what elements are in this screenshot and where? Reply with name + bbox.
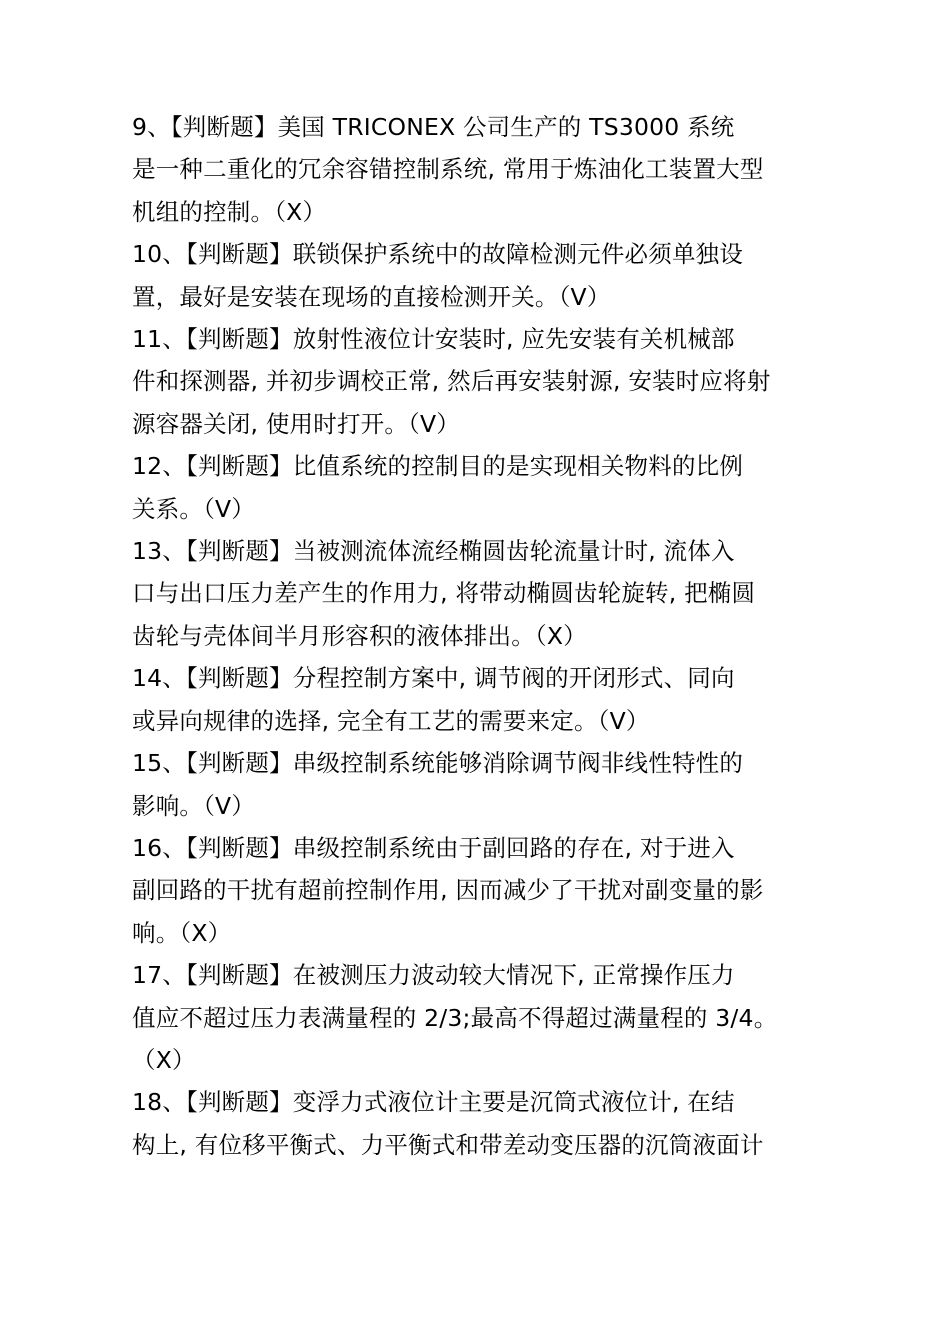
document-line: 14、【判断题】分程控制方案中, 调节阀的开闭形式、同向	[132, 664, 735, 693]
document-line: 口与出口压力差产生的作用力, 将带动椭圆齿轮旋转, 把椭圆	[132, 579, 756, 608]
document-line: 件和探测器, 并初步调校正常, 然后再安装射源, 安装时应将射	[132, 367, 771, 396]
document-line: 影响。（V）	[132, 791, 256, 820]
document-line: 17、【判断题】在被测压力波动较大情况下, 正常操作压力	[132, 961, 735, 990]
document-line: 或异向规律的选择, 完全有工艺的需要来定。（V）	[132, 706, 650, 735]
document-body	[132, 106, 832, 1166]
document-line: 是一种二重化的冗余容错控制系统, 常用于炼油化工装置大型	[132, 155, 764, 184]
document-line: 13、【判断题】当被测流体流经椭圆齿轮流量计时, 流体入	[132, 537, 735, 566]
document-line: 齿轮与壳体间半月形容积的液体排出。（X）	[132, 621, 587, 650]
document-line: 机组的控制。（X）	[132, 197, 327, 226]
document-line: 副回路的干扰有超前控制作用, 因而减少了干扰对副变量的影	[132, 876, 764, 905]
document-line: 16、【判断题】串级控制系统由于副回路的存在, 对于进入	[132, 833, 735, 862]
document-line: 12、【判断题】比值系统的控制目的是实现相关物料的比例	[132, 452, 744, 481]
document-line: 10、【判断题】联锁保护系统中的故障检测元件必须单独设	[132, 240, 744, 269]
document-line: 11、【判断题】放射性液位计安装时, 应先安装有关机械部	[132, 325, 735, 354]
document-line: 9、【判断题】美国 TRICONEX 公司生产的 TS3000 系统	[132, 113, 735, 141]
document-line: 源容器关闭, 使用时打开。（V）	[132, 409, 460, 438]
document-line: 值应不超过压力表满量程的 2/3;最高不得超过满量程的 3/4。	[132, 1003, 778, 1032]
document-line: 置，最好是安装在现场的直接检测开关。（V）	[132, 282, 611, 311]
document-line: （X）	[132, 1045, 196, 1074]
document-line: 响。（X）	[132, 918, 232, 947]
document-line: 构上, 有位移平衡式、力平衡式和带差动变压器的沉筒液面计	[132, 1130, 764, 1159]
document-line: 15、【判断题】串级控制系统能够消除调节阀非线性特性的	[132, 749, 744, 778]
document-line: 18、【判断题】变浮力式液位计主要是沉筒式液位计, 在结	[132, 1088, 735, 1117]
document-line: 关系。（V）	[132, 494, 256, 523]
